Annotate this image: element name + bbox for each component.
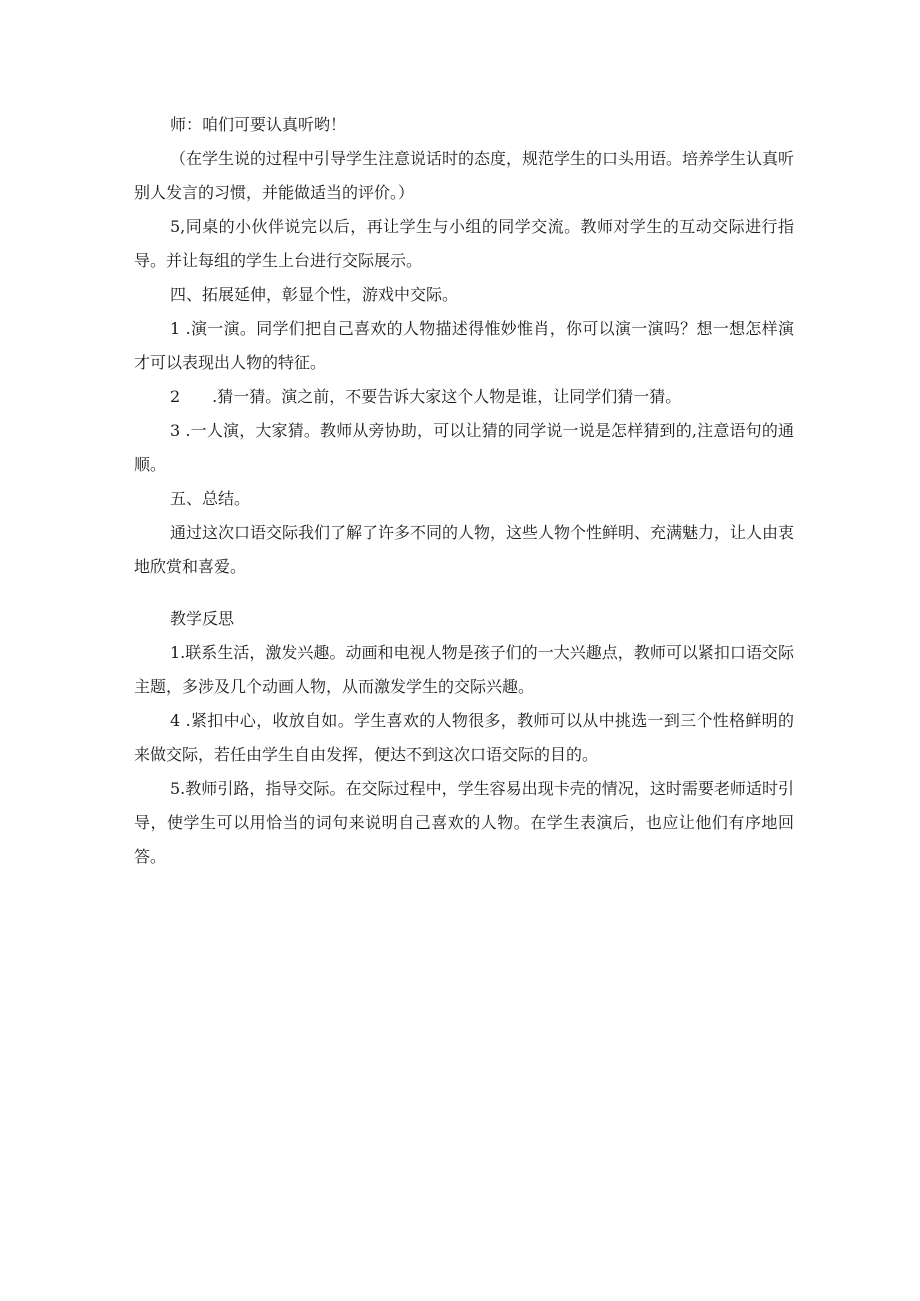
reflection-item-3: 5.教师引路，指导交际。在交际过程中，学生容易出现卡壳的情况，这时需要老师适时引导，使学生可以用恰当的词句来说明自己喜欢的人物。在学生表演后，也应让他们有序地回答。 — [134, 779, 794, 866]
paragraph-teacher-line: 师：咱们可要认真听哟！ — [170, 115, 347, 134]
paragraph-guidance-note: （在学生说的过程中引导学生注意说话时的态度，规范学生的口头用语。培养学生认真听别人发言的习惯，并能做适当的评价。） — [134, 149, 795, 202]
list-item-act: 1 .演一演。同学们把自己喜欢的人物描述得惟妙惟肖，你可以演一演吗？想一想怎样演才可以表现出人物的特征。 — [134, 319, 794, 372]
document-page — [134, 108, 794, 874]
section-gap — [134, 584, 794, 602]
section-heading-extension: 四、拓展延伸，彰显个性，游戏中交际。 — [170, 285, 459, 304]
paragraph-step-5: 5,同桌的小伙伴说完以后，再让学生与小组的同学交流。教师对学生的互动交际进行指导。并让每组的学生上台进行交际展示。 — [134, 217, 794, 270]
paragraph-summary: 通过这次口语交际我们了解了许多不同的人物，这些人物个性鲜明、充满魅力，让人由衷地欣赏和喜爱。 — [134, 523, 795, 576]
reflection-item-2: 4 .紧扣中心，收放自如。学生喜欢的人物很多，教师可以从中挑选一到三个性格鲜明的来做交际，若任由学生自由发挥，便达不到这次口语交际的目的。 — [134, 711, 794, 764]
reflection-title: 教学反思 — [170, 609, 235, 628]
list-item-act-and-guess: 3 .一人演，大家猜。教师从旁协助，可以让猜的同学说一说是怎样猜到的,注意语句的通顺。 — [134, 421, 794, 474]
section-heading-summary: 五、总结。 — [170, 489, 251, 508]
list-item-guess: 2 .猜一猜。演之前，不要告诉大家这个人物是谁，让同学们猜一猜。 — [170, 387, 682, 406]
reflection-item-1: 1.联系生活，激发兴趣。动画和电视人物是孩子们的一大兴趣点，教师可以紧扣口语交际主题，多涉及几个动画人物，从而激发学生的交际兴趣。 — [134, 643, 794, 696]
